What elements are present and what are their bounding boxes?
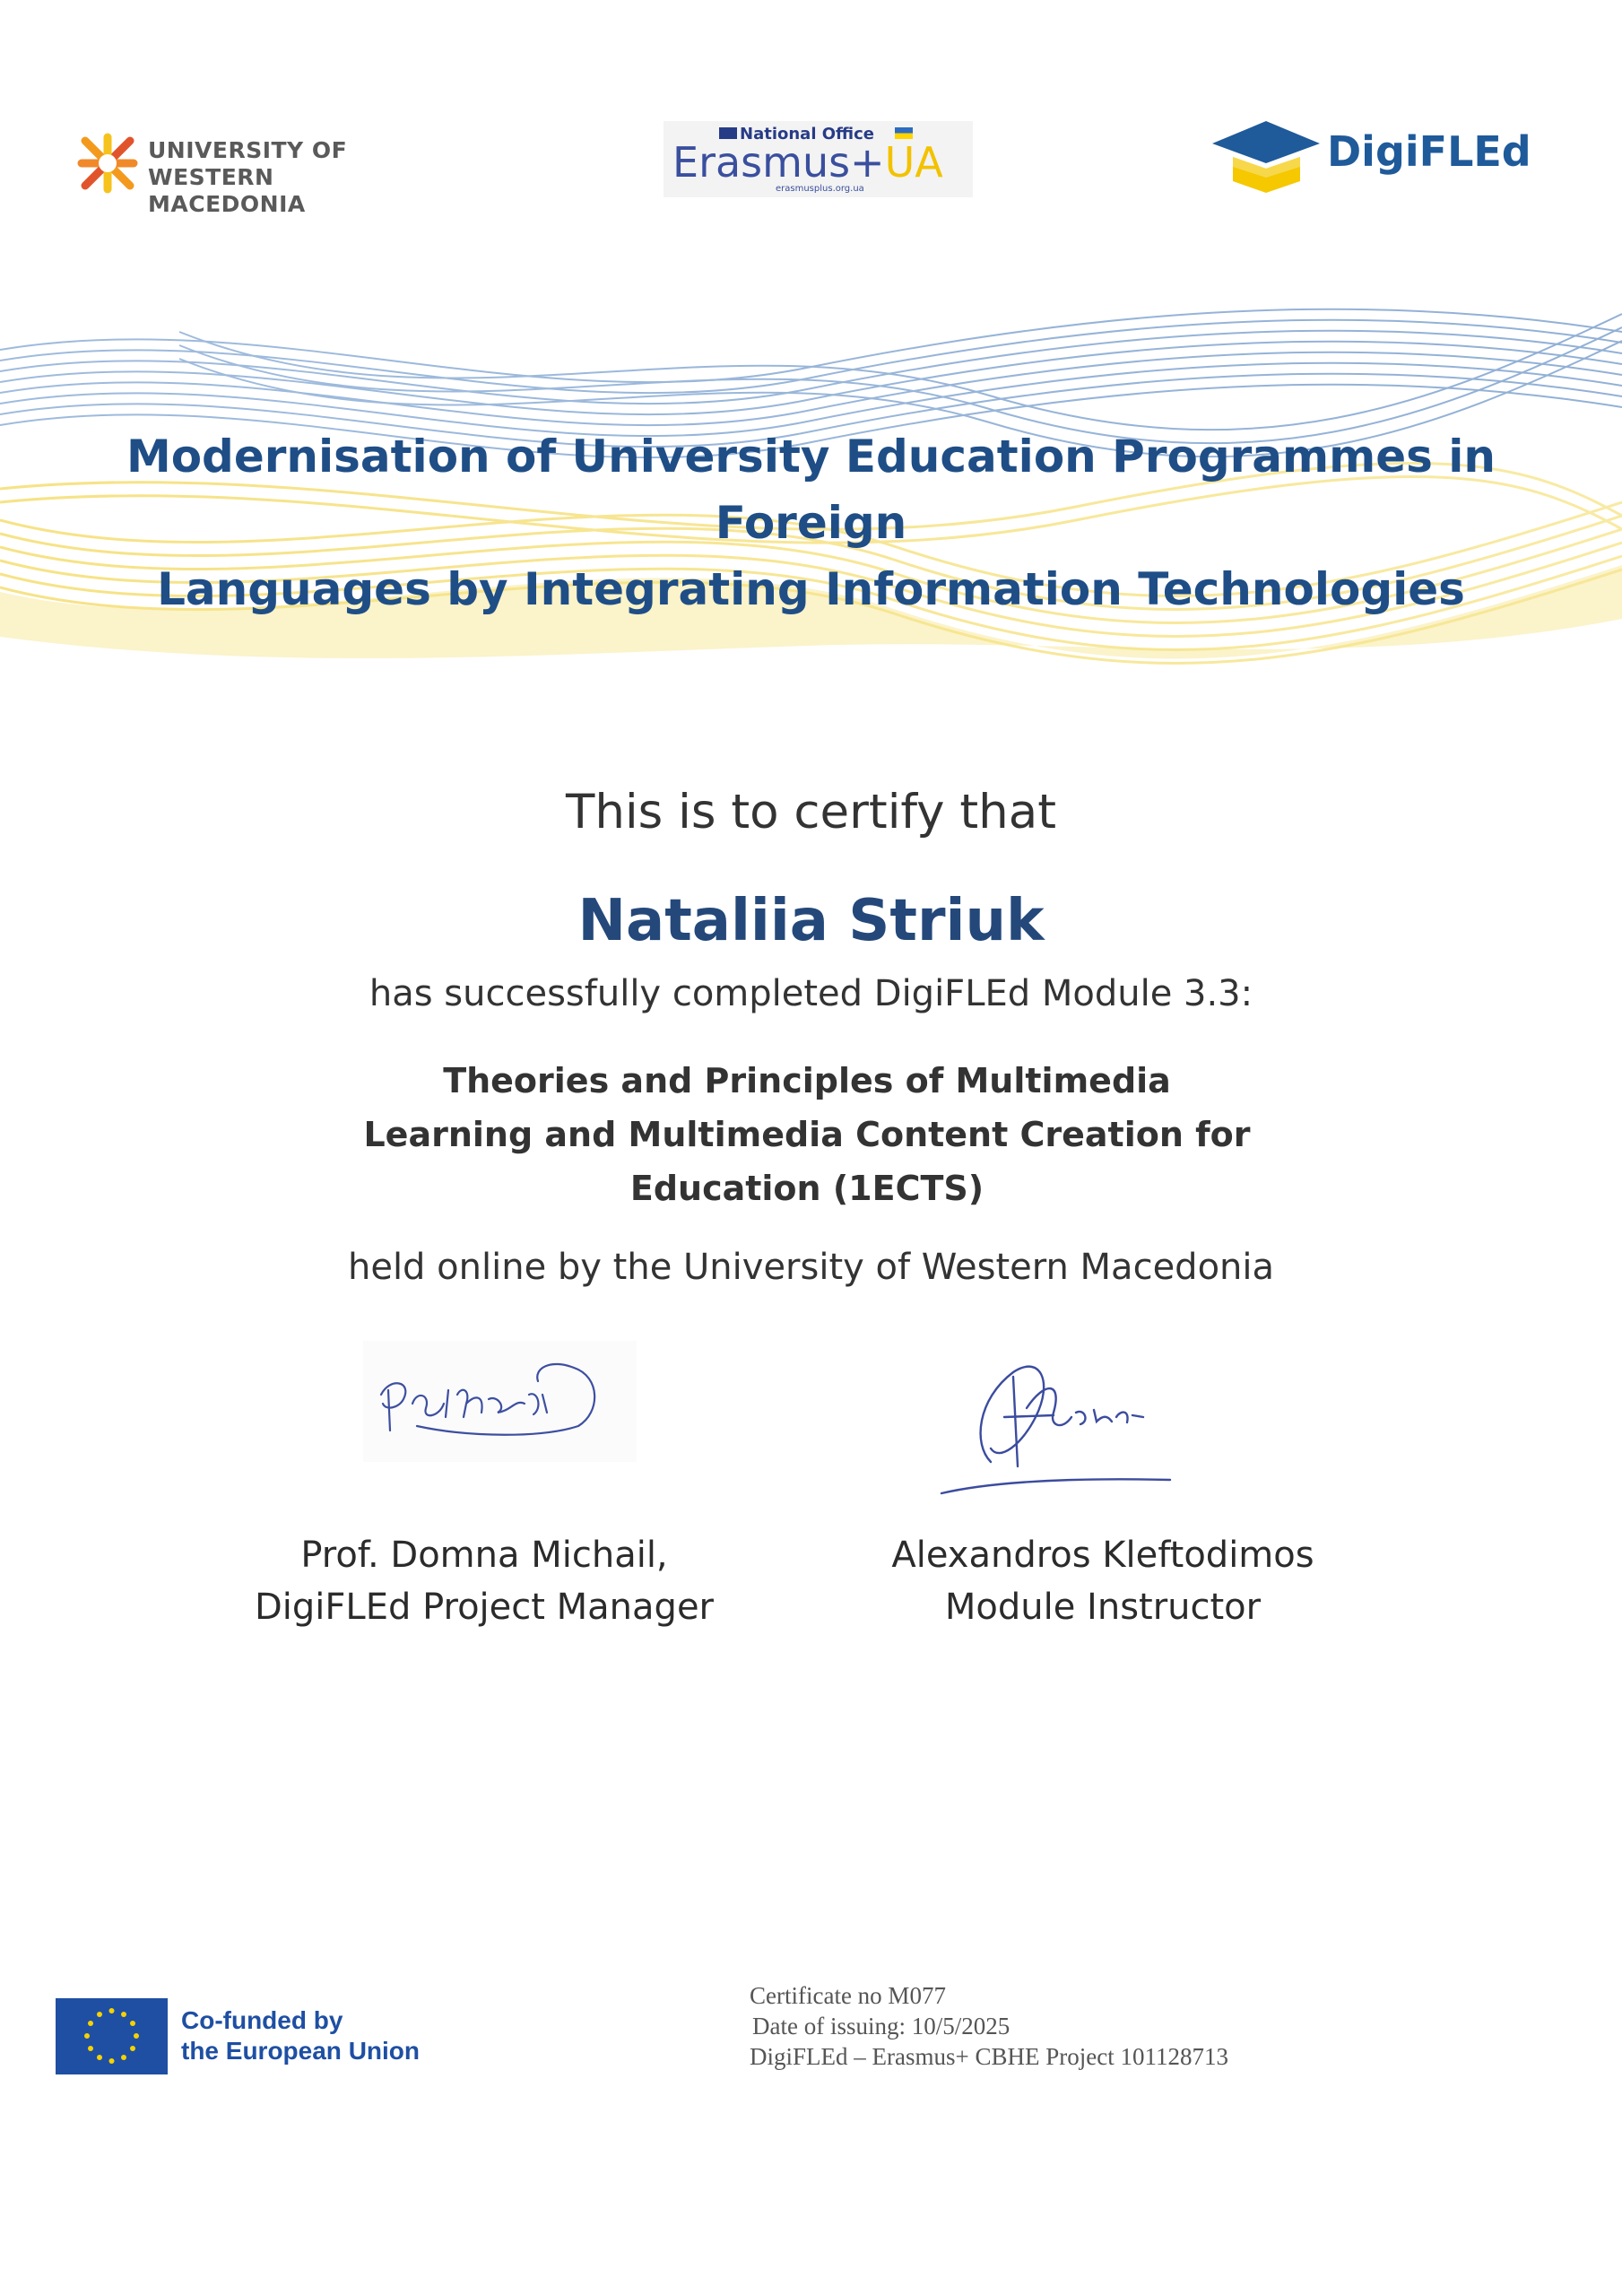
erasmus-url: erasmusplus.org.ua — [776, 184, 864, 194]
module-title — [359, 1054, 1255, 1215]
signer-right-role: Module Instructor — [944, 1587, 1262, 1628]
project-title-line1: Modernisation of University Education Programmes in Foreign — [126, 430, 1496, 549]
module-title-line2: Learning and Multimedia Content Creation for — [363, 1115, 1251, 1154]
project-reference: DigiFLEd – Erasmus+ CBHE Project 101128713 — [750, 2043, 1228, 2070]
signer-right — [834, 1529, 1372, 1633]
date-of-issuing: Date of issuing: 10/5/2025 — [752, 2013, 1010, 2039]
erasmus-office-label: National Office — [740, 125, 875, 144]
completion-statement: has successfully completed DigiFLEd Module 3.3: — [369, 973, 1253, 1014]
digifled-name: DigiFLEd — [1327, 127, 1531, 176]
signer-right-name: Alexandros Kleftodimos — [891, 1535, 1314, 1576]
certificate-number: Certificate no M077 — [750, 1982, 946, 2009]
signature-kleftodimos — [928, 1345, 1175, 1507]
uowm-line1: UNIVERSITY OF — [148, 137, 348, 163]
certify-intro: This is to certify that — [565, 785, 1056, 839]
signature-michail — [363, 1341, 637, 1462]
project-title — [54, 423, 1568, 622]
erasmus-ua: UA — [884, 138, 943, 187]
eu-line1: Co-funded by — [181, 2006, 343, 2034]
eu-line2: the European Union — [181, 2037, 420, 2065]
erasmus-word: Erasmus+ — [672, 138, 885, 187]
module-title-line1: Theories and Principles of Multimedia — [443, 1061, 1171, 1100]
digifled-logo — [1210, 117, 1531, 197]
held-by-statement: held online by the University of Western Macedonia — [347, 1247, 1275, 1288]
eu-flag-icon — [56, 1998, 168, 2074]
signer-left — [224, 1529, 744, 1633]
uowm-emblem-icon — [76, 132, 139, 195]
uowm-line2: WESTERN MACEDONIA — [148, 164, 306, 217]
module-title-line3: Education (1ECTS) — [629, 1169, 984, 1208]
cofunded-eu-logo — [56, 1998, 432, 2079]
project-title-line2: Languages by Integrating Information Technologies — [157, 563, 1465, 615]
erasmus-ua-logo — [664, 121, 973, 197]
graduation-cap-icon — [1210, 117, 1323, 197]
signer-left-role: DigiFLEd Project Manager — [255, 1587, 714, 1628]
certificate-info — [750, 1980, 1228, 2072]
recipient-name: Nataliia Striuk — [577, 888, 1045, 954]
university-of-western-macedonia-logo — [76, 130, 435, 217]
signer-left-name: Prof. Domna Michail, — [300, 1535, 668, 1576]
